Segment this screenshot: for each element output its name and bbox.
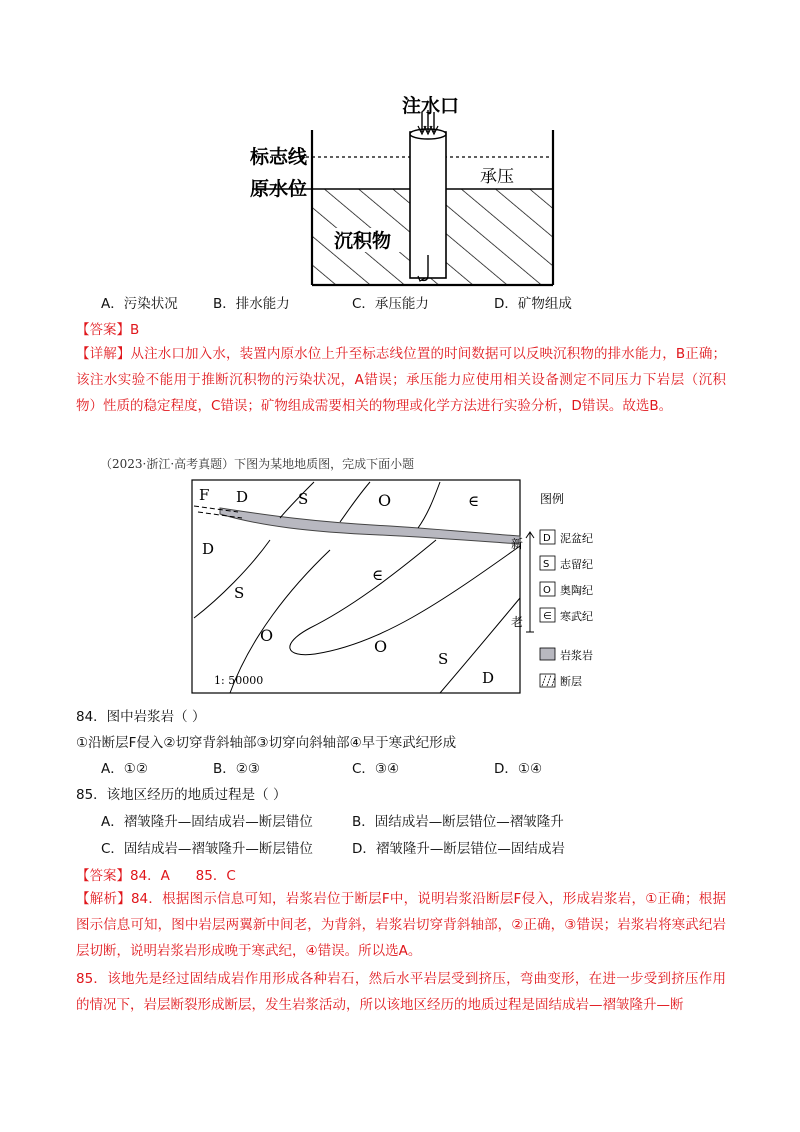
q85-option-d: D．褶皱隆升—断层错位—固结成岩 <box>352 841 565 857</box>
mark-line-label: 标志线 <box>250 146 308 168</box>
legend-symbol: ∈ <box>543 611 552 622</box>
map-scale: 1: 50000 <box>214 674 264 687</box>
option-d: D．矿物组成 <box>494 296 572 312</box>
q84-option-a: A．①② <box>101 761 148 777</box>
zone-label: O <box>260 626 274 645</box>
legend-name: 泥盆纪 <box>560 532 593 545</box>
zone-label: D <box>202 540 215 558</box>
answer-line <box>76 320 139 340</box>
zone-label: S <box>234 584 245 602</box>
legend-name: 志留纪 <box>560 558 593 571</box>
source-line: （2023·浙江·高考真题）下图为某地地质图，完成下面小题 <box>100 457 415 471</box>
legend-magma-swatch <box>540 648 555 660</box>
analysis-tag: 【解析】 <box>76 891 131 907</box>
answer2-line <box>76 866 236 886</box>
legend-name: 寒武纪 <box>560 610 593 623</box>
zone-label: O <box>378 491 392 510</box>
q84-option-b: B．②③ <box>213 761 260 777</box>
sediment-label: 沉积物 <box>334 230 392 252</box>
detail-paragraph <box>76 341 726 419</box>
q84-statements: ①沿断层F侵入②切穿背斜轴部③切穿向斜轴部④早于寒武纪形成 <box>76 735 457 751</box>
q84-option-d: D．①④ <box>494 761 543 777</box>
pressure-label: 承压 <box>480 167 514 187</box>
detail-text: 从注水口加入水，装置内原水位上升至标志线位置的时间数据可以反映沉积物的排水能力，B正确；该注水实验不能用于推断沉积物的污染状况，A错误；承压能力应使用相关设备测定不同压力下岩层（沉积物）性质的稳定程度，C错误；矿物组成需要相关的物理或化学方法进行实验分析，D错误。故选B。 <box>76 346 726 414</box>
legend-fault-label: 断层 <box>560 675 582 688</box>
zone-label: D <box>236 488 249 506</box>
legend-new-label: 新 <box>511 537 524 551</box>
legend-title: 图例 <box>540 492 565 506</box>
legend-symbol: O <box>543 585 551 596</box>
analysis-84-text: 84．根据图示信息可知，岩浆岩位于断层F中，说明岩浆沿断层F侵入，形成岩浆岩，①正确；根据图示信息可知，图中岩层两翼新中间老，为背斜，岩浆岩切穿背斜轴部，②正确，③错误；岩浆岩将寒武纪岩层切断，说明岩浆岩形成晚于寒武纪，④错误。所以选A。 <box>76 891 726 959</box>
q84-stem: 84．图中岩浆岩（ ） <box>76 709 206 725</box>
q84-option-c: C．③④ <box>352 761 400 777</box>
option-a: A．污染状况 <box>101 296 178 312</box>
legend-symbol: S <box>543 559 550 570</box>
fault-label: F <box>199 486 210 504</box>
answer-value: B <box>130 322 140 338</box>
geological-map <box>190 478 620 708</box>
legend-old-label: 老 <box>511 615 524 629</box>
water-injection-diagram <box>240 90 570 290</box>
zone-label: S <box>438 650 449 668</box>
zone-label: O <box>374 637 388 656</box>
analysis-85: 85．该地先是经过固结成岩作用形成各种岩石，然后水平岩层受到挤压，弯曲变形，在进一步受到挤压作用的情况下，岩层断裂形成断层，发生岩浆活动，所以该地区经历的地质过程是固结成岩—褶皱隆升—断 <box>76 971 726 1013</box>
zone-label: S <box>298 490 309 508</box>
answer2-tag: 【答案】 <box>76 868 130 884</box>
legend-magma-label: 岩浆岩 <box>560 649 593 662</box>
analysis-84 <box>76 886 726 964</box>
zone-label: D <box>482 669 495 687</box>
legend-fault-symbol <box>540 674 555 687</box>
detail-tag: 【详解】 <box>76 346 131 362</box>
answer2-value: 84．A 85．C <box>130 868 236 884</box>
q85-stem: 85．该地区经历的地质过程是（ ） <box>76 787 287 803</box>
legend-symbol: D <box>543 533 551 544</box>
option-c: C．承压能力 <box>352 296 429 312</box>
answer-tag: 【答案】 <box>76 322 130 338</box>
zone-label: ∈ <box>468 492 480 510</box>
legend-name: 奥陶纪 <box>560 584 593 597</box>
option-b: B．排水能力 <box>213 296 290 312</box>
inlet-label: 注水口 <box>402 95 460 117</box>
q85-option-a: A．褶皱隆升—固结成岩—断层错位 <box>101 814 313 830</box>
zone-label: ∈ <box>372 566 384 584</box>
original-water-label: 原水位 <box>250 178 308 200</box>
q85-option-b: B．固结成岩—断层错位—褶皱隆升 <box>352 814 564 830</box>
q85-option-c: C．固结成岩—褶皱隆升—断层错位 <box>101 841 313 857</box>
